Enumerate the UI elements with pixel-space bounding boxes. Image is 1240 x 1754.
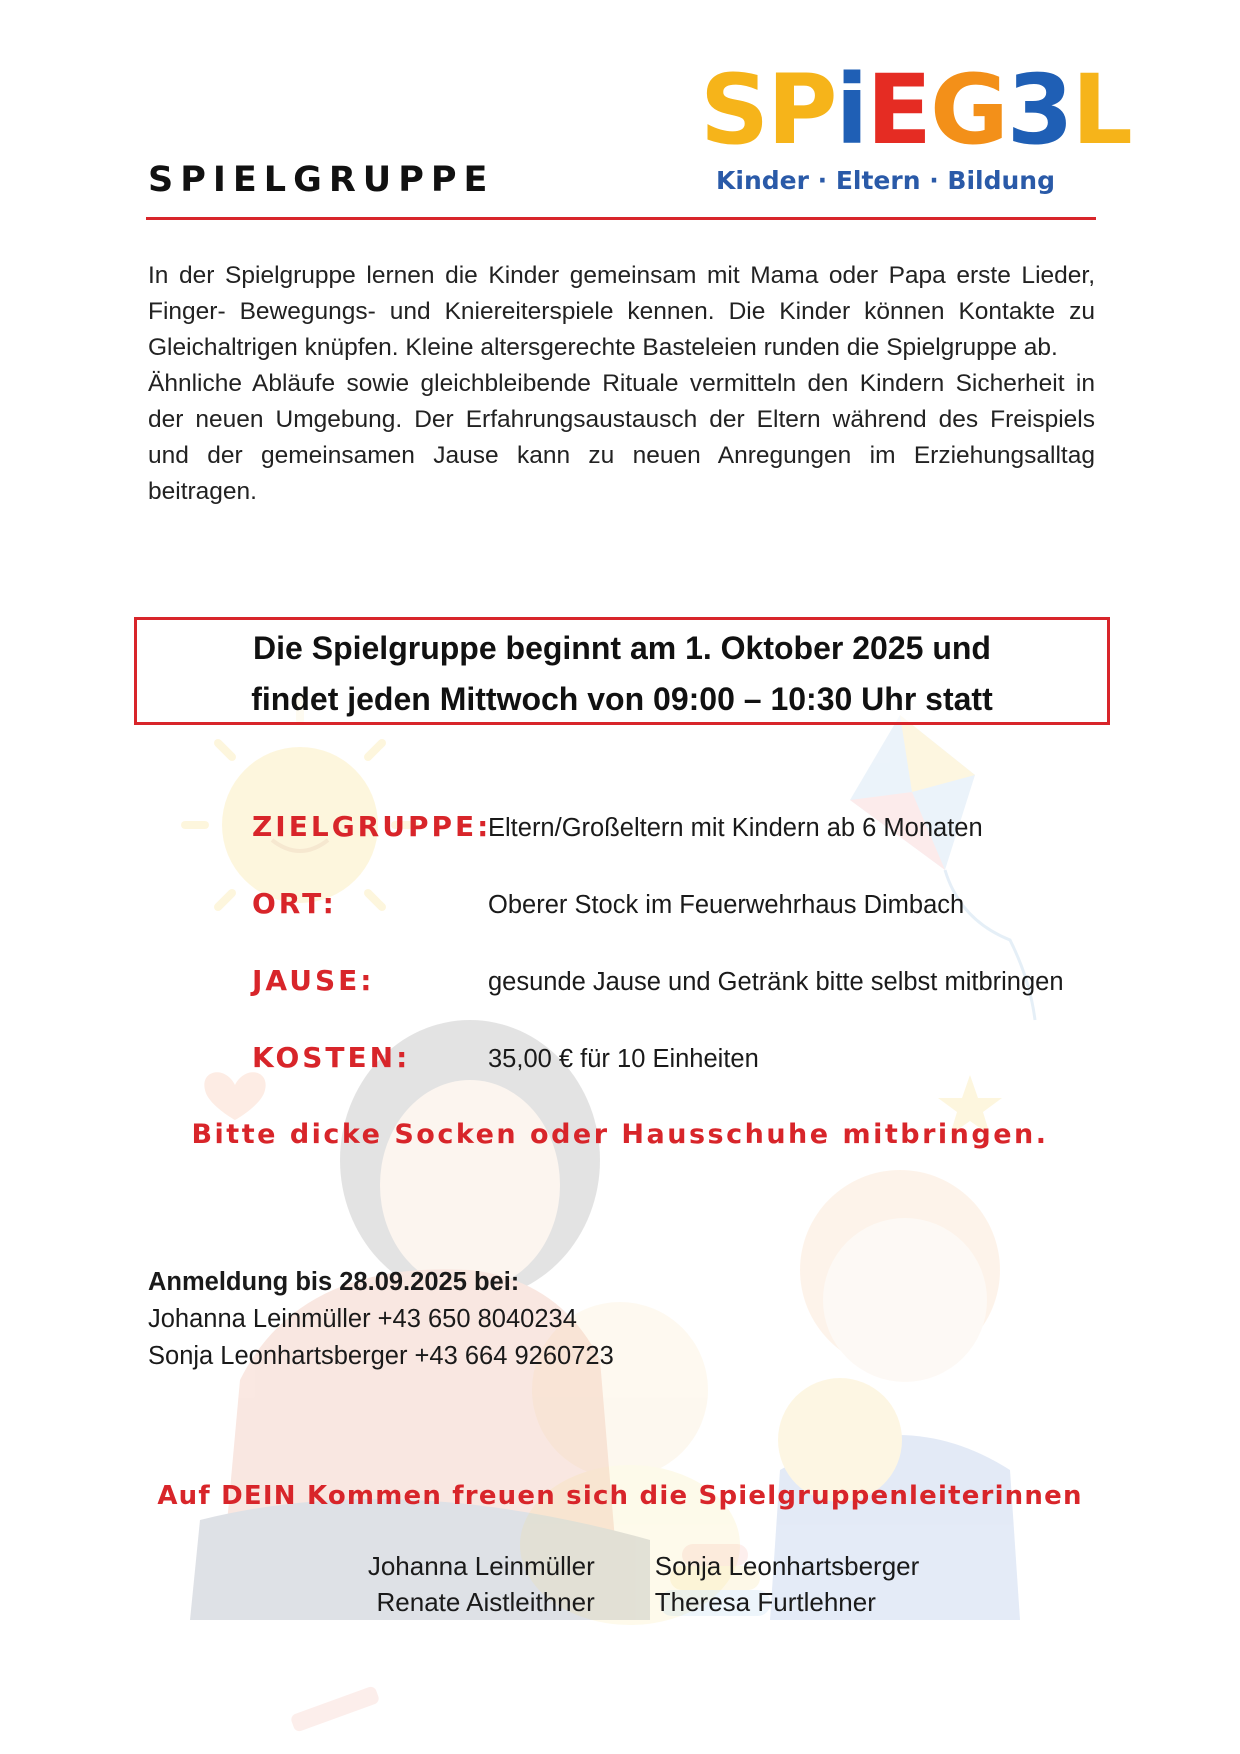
logo-letter: L: [1071, 54, 1131, 166]
details-list: [252, 810, 1112, 1118]
leader-name: Theresa Furtlehner: [654, 1587, 876, 1617]
detail-label: KOSTEN:: [252, 1041, 411, 1074]
detail-row-jause: [252, 964, 1112, 1041]
leader-name: Johanna Leinmüller: [367, 1551, 595, 1581]
logo-letter: i: [835, 54, 867, 166]
leader-name: Sonja Leonhartsberger: [654, 1551, 920, 1581]
leaders-row: [300, 1548, 940, 1584]
intro-text: [148, 258, 1095, 510]
registration-block: [148, 1264, 614, 1375]
intro-paragraph: In der Spielgruppe lernen die Kinder gemeinsam mit Mama oder Papa erste Lieder, Finger- Bewegungs- und Kniereiterspiele kennen. Die Kinder können Kontakte zu Gleichaltrigen knüpfen. Kleine altersgerechte Basteleien runden die Spielgruppe ab.: [148, 262, 1095, 361]
logo-letter: S: [700, 54, 768, 166]
start-line-2: findet jeden Mittwoch von 09:00 – 10:30 Uhr statt: [251, 681, 993, 717]
leaders-row: [300, 1584, 940, 1620]
logo-letter: G: [929, 54, 1007, 166]
detail-label: ZIELGRUPPE:: [252, 810, 492, 843]
registration-contact: Sonja Leonhartsberger +43 664 9260723: [148, 1342, 614, 1370]
detail-value: Eltern/Großeltern mit Kindern ab 6 Monaten: [488, 814, 983, 842]
logo-letter: 3: [1006, 54, 1072, 166]
logo-tagline: Kinder · Eltern · Bildung: [716, 166, 1055, 195]
registration-heading: Anmeldung bis 28.09.2025 bei:: [148, 1268, 520, 1296]
spiegel-logo: [700, 54, 1131, 195]
start-line-1: Die Spielgruppe beginnt am 1. Oktober 2025 und: [253, 630, 991, 666]
detail-row-kosten: [252, 1041, 1112, 1118]
crayon-icon: [290, 1685, 381, 1733]
intro-paragraph: Ähnliche Abläufe sowie gleichbleibende Rituale vermitteln den Kindern Sicherheit in der neuen Umgebung. Der Erfahrungsaustausch der Eltern während des Freispiels und der gemeinsamen Jause kann zu neuen Anregungen im Erziehungsalltag beitragen.: [148, 370, 1095, 505]
logo-letter: E: [866, 54, 930, 166]
start-date-box: [134, 617, 1110, 725]
detail-row-ort: [252, 887, 1112, 964]
socks-notice: Bitte dicke Socken oder Hausschuhe mitbringen.: [191, 1119, 1049, 1150]
leader-name: Renate Aistleithner: [376, 1587, 595, 1617]
title-divider: [146, 217, 1096, 220]
detail-value: 35,00 € für 10 Einheiten: [488, 1045, 759, 1073]
registration-contact: Johanna Leinmüller +43 650 8040234: [148, 1305, 577, 1333]
detail-value: gesunde Jause und Getränk bitte selbst mitbringen: [488, 968, 1064, 996]
detail-value: Oberer Stock im Feuerwehrhaus Dimbach: [488, 891, 965, 919]
page-title: SPIELGRUPPE: [148, 160, 495, 200]
leaders-list: [300, 1548, 940, 1620]
logo-wordmark: [700, 54, 1131, 166]
closing-line: Auf DEIN Kommen freuen sich die Spielgruppenleiterinnen: [157, 1481, 1083, 1511]
detail-label: ORT:: [252, 887, 337, 920]
detail-row-zielgruppe: [252, 810, 1112, 887]
detail-label: JAUSE:: [252, 964, 375, 997]
logo-letter: P: [767, 54, 836, 166]
